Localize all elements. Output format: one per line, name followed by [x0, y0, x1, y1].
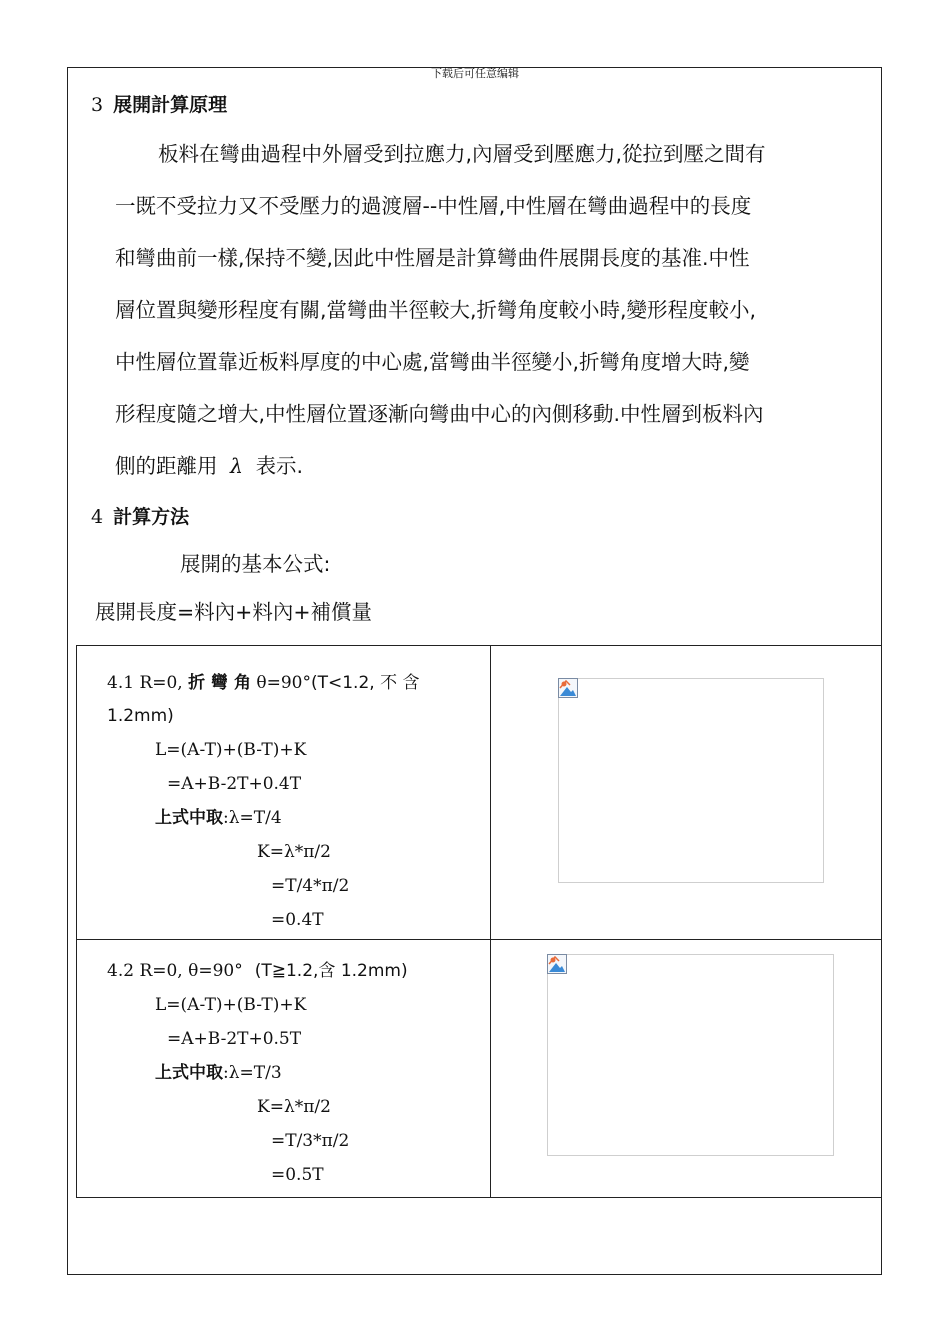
paragraph-line: 層位置與變形程度有關,當彎曲半徑較大,折彎角度較小時,變形程度較小, [115, 298, 757, 322]
case-4-1-heading-cont [107, 706, 174, 726]
section-4-number: 4 [91, 506, 104, 528]
formula-line: =0.4T [271, 910, 324, 930]
formula-value: :λ=T/4 [223, 808, 282, 828]
table-row [77, 940, 882, 1198]
formula-line: =T/3*π/2 [271, 1131, 350, 1151]
broken-image-placeholder [558, 678, 824, 883]
case-4-2-heading [107, 961, 408, 981]
case-4-1-formulas [77, 646, 491, 940]
paragraph-line: 板料在彎曲過程中外層受到拉應力,內層受到壓應力,從拉到壓之間有 [158, 142, 766, 166]
case-4-1-figure-cell [491, 646, 882, 940]
section-4-heading [91, 505, 189, 529]
broken-image-icon [547, 954, 567, 974]
paragraph-line: 中性層位置靠近板料厚度的中心處,當彎曲半徑變小,折彎角度增大時,變 [115, 350, 750, 374]
formula-line: =A+B-2T+0.5T [167, 1029, 302, 1049]
section-3-number: 3 [91, 94, 104, 116]
case-heading-part: 1.2mm) [107, 706, 174, 726]
formula-label: 上式中取 [155, 808, 223, 828]
formula-line: K=λ*π/2 [257, 842, 331, 862]
lambda-symbol: λ [230, 454, 244, 478]
broken-image-placeholder [547, 954, 834, 1156]
case-4-1-heading [107, 673, 419, 693]
case-4-2-formulas [77, 940, 491, 1198]
case-heading-part: 折 彎 角 [188, 673, 251, 693]
paragraph-line: 和彎曲前一樣,保持不變,因此中性層是計算彎曲件展開長度的基准.中性 [115, 246, 750, 270]
formula-label: 上式中取 [155, 1063, 223, 1083]
calculation-table [76, 645, 882, 1198]
formula-line: =A+B-2T+0.4T [167, 774, 302, 794]
table-row [77, 646, 882, 940]
case-heading-part: θ=90° [250, 673, 311, 693]
formula-line: =0.5T [271, 1165, 324, 1185]
section-3-title: 展開計算原理 [113, 94, 228, 116]
case-heading-part: (T≧1.2,含 1.2mm) [254, 961, 408, 981]
broken-image-icon [558, 678, 578, 698]
case-4-2-figure-cell [491, 940, 882, 1198]
formula-line: L=(A-T)+(B-T)+K [155, 995, 307, 1015]
formula-value: :λ=T/3 [223, 1063, 282, 1083]
basic-formula: 展開長度=料內+料內+補償量 [95, 600, 373, 624]
section-4-title: 計算方法 [113, 506, 190, 528]
formula-line: K=λ*π/2 [257, 1097, 331, 1117]
case-heading-part: 4.1 R=0, [107, 673, 189, 693]
paragraph-line: 形程度隨之增大,中性層位置逐漸向彎曲中心的內側移動.中性層到板料內 [115, 402, 764, 426]
formula-line: =T/4*π/2 [271, 876, 350, 896]
section-3-heading [91, 93, 227, 117]
paragraph-line: 一既不受拉力又不受壓力的過渡層--中性層,中性層在彎曲過程中的長度 [115, 194, 752, 218]
formula-line [155, 808, 282, 828]
last-line-text: 側的距離用 [115, 454, 218, 478]
formula-line: L=(A-T)+(B-T)+K [155, 740, 307, 760]
last-line-text-end: 表示. [255, 454, 304, 478]
watermark: 下载后可任意编辑 [431, 67, 519, 80]
formula-intro: 展開的基本公式: [180, 552, 331, 576]
paragraph-line [115, 456, 303, 476]
case-heading-part: (T<1.2, 不 含 [310, 673, 420, 693]
case-heading-part: 4.2 R=0, θ=90° [107, 961, 243, 981]
formula-line [155, 1063, 282, 1083]
